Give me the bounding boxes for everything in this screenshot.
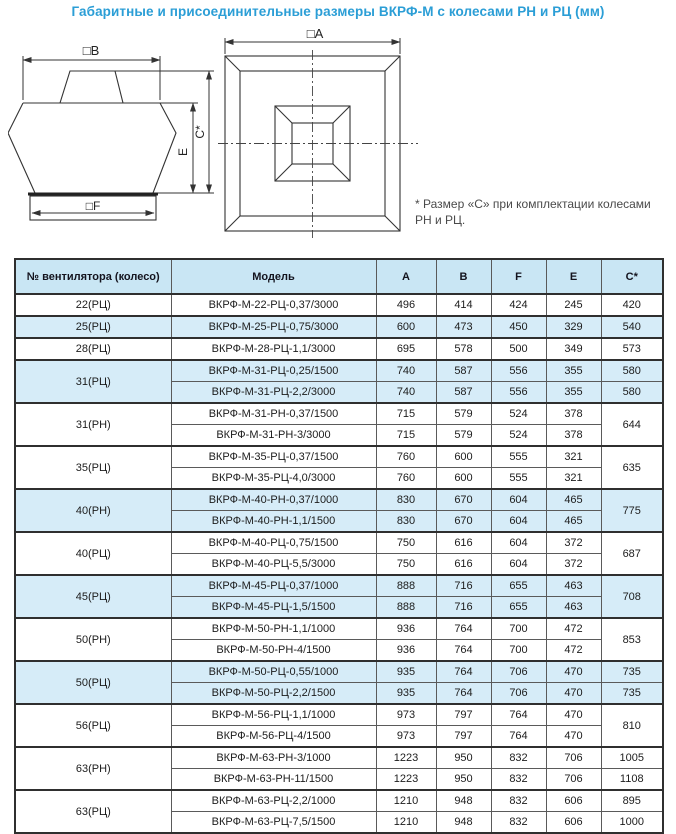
footnote (415, 196, 665, 228)
dim-e-cell: 378 (546, 403, 601, 425)
dim-e-cell: 355 (546, 360, 601, 382)
model-cell: ВКРФ-М-50-РН-4/1500 (171, 640, 376, 662)
footnote-line-2: РН и РЦ. (415, 213, 466, 228)
table-row (15, 360, 663, 382)
dim-a-cell: 888 (376, 575, 436, 597)
dim-label-c: C* (193, 125, 207, 139)
model-cell: ВКРФ-М-63-РЦ-7,5/1500 (171, 812, 376, 834)
model-cell: ВКРФ-М-28-РЦ-1,1/3000 (171, 338, 376, 360)
dim-c-cell-merged: 775 (601, 489, 663, 532)
dim-c-cell: 735 (601, 683, 663, 705)
dim-b-cell: 948 (436, 790, 491, 812)
dim-a-cell: 973 (376, 704, 436, 726)
dim-c-cell: 420 (601, 294, 663, 316)
dim-c-cell: 1005 (601, 747, 663, 769)
dim-b-cell: 670 (436, 489, 491, 511)
dim-f-cell: 556 (491, 360, 546, 382)
dim-c-cell-merged: 708 (601, 575, 663, 618)
column-header-2: A (376, 259, 436, 294)
dim-b-cell: 579 (436, 403, 491, 425)
dim-a-cell: 740 (376, 360, 436, 382)
dim-a-cell: 1210 (376, 812, 436, 834)
model-cell: ВКРФ-М-31-РН-0,37/1500 (171, 403, 376, 425)
dim-a-cell: 600 (376, 316, 436, 338)
dim-b-cell: 616 (436, 532, 491, 554)
model-cell: ВКРФ-М-56-РЦ-1,1/1000 (171, 704, 376, 726)
dim-b-cell: 764 (436, 618, 491, 640)
dim-label-a: □A (306, 26, 324, 41)
wheel-cell: 40(РЦ) (15, 532, 171, 575)
dim-f-cell: 832 (491, 747, 546, 769)
dim-e-cell: 472 (546, 618, 601, 640)
dim-f-cell: 500 (491, 338, 546, 360)
dim-f-cell: 700 (491, 618, 546, 640)
dim-c-cell-merged: 853 (601, 618, 663, 661)
dim-f-cell: 764 (491, 726, 546, 748)
model-cell: ВКРФ-М-25-РЦ-0,75/3000 (171, 316, 376, 338)
dimensions-table-wrap (14, 258, 664, 834)
table-row (15, 790, 663, 812)
table-row (15, 704, 663, 726)
dim-c-cell-merged: 810 (601, 704, 663, 747)
dim-a-cell: 973 (376, 726, 436, 748)
dim-b-cell: 414 (436, 294, 491, 316)
dim-f-cell: 832 (491, 812, 546, 834)
model-cell: ВКРФ-М-56-РЦ-4/1500 (171, 726, 376, 748)
model-cell: ВКРФ-М-45-РЦ-0,37/1000 (171, 575, 376, 597)
model-cell: ВКРФ-М-50-РЦ-2,2/1500 (171, 683, 376, 705)
dim-a-cell: 695 (376, 338, 436, 360)
dim-e-cell: 472 (546, 640, 601, 662)
dim-c-cell: 735 (601, 661, 663, 683)
dim-e-cell: 321 (546, 446, 601, 468)
dim-b-cell: 600 (436, 468, 491, 490)
dimensions-table (14, 258, 664, 834)
dim-f-cell: 700 (491, 640, 546, 662)
dim-a-cell: 750 (376, 554, 436, 576)
dim-e-cell: 355 (546, 382, 601, 404)
wheel-cell: 63(РН) (15, 747, 171, 790)
wheel-cell: 35(РЦ) (15, 446, 171, 489)
dim-label-f: □F (85, 199, 101, 213)
dim-e-cell: 606 (546, 812, 601, 834)
model-cell: ВКРФ-М-45-РЦ-1,5/1500 (171, 597, 376, 619)
dim-b-cell: 600 (436, 446, 491, 468)
wheel-cell: 28(РЦ) (15, 338, 171, 360)
dim-c-cell: 580 (601, 382, 663, 404)
dim-b-cell: 797 (436, 704, 491, 726)
dim-b-cell: 950 (436, 769, 491, 791)
dim-b-cell: 950 (436, 747, 491, 769)
model-cell: ВКРФ-М-40-РЦ-5,5/3000 (171, 554, 376, 576)
dim-f-cell: 832 (491, 790, 546, 812)
dim-e-cell: 470 (546, 683, 601, 705)
dim-f-cell: 556 (491, 382, 546, 404)
table-row (15, 661, 663, 683)
dim-b-cell: 716 (436, 575, 491, 597)
model-cell: ВКРФ-М-31-РН-3/3000 (171, 425, 376, 447)
dim-f-cell: 524 (491, 425, 546, 447)
dim-a-cell: 935 (376, 683, 436, 705)
dim-c-cell-merged: 687 (601, 532, 663, 575)
model-cell: ВКРФ-М-35-РЦ-0,37/1500 (171, 446, 376, 468)
dim-e-cell: 321 (546, 468, 601, 490)
drawing-area (0, 26, 676, 254)
dim-f-cell: 424 (491, 294, 546, 316)
dim-a-cell: 715 (376, 403, 436, 425)
dim-label-b: □B (82, 43, 100, 58)
body-right-outline (153, 103, 176, 193)
dim-b-cell: 587 (436, 382, 491, 404)
dim-b-cell: 616 (436, 554, 491, 576)
dim-f-cell: 555 (491, 468, 546, 490)
dimensions-table-body (15, 294, 663, 833)
dim-e-cell: 706 (546, 769, 601, 791)
dim-f-cell: 655 (491, 575, 546, 597)
table-row (15, 338, 663, 360)
table-row (15, 489, 663, 511)
dim-c-cell-merged: 644 (601, 403, 663, 446)
dim-e-cell: 329 (546, 316, 601, 338)
column-header-4: F (491, 259, 546, 294)
model-cell: ВКРФ-М-40-РЦ-0,75/1500 (171, 532, 376, 554)
dim-c-cell: 580 (601, 360, 663, 382)
wheel-cell: 31(РН) (15, 403, 171, 446)
dim-f-cell: 604 (491, 554, 546, 576)
dim-f-cell: 604 (491, 489, 546, 511)
dim-a-cell: 936 (376, 618, 436, 640)
column-header-3: B (436, 259, 491, 294)
model-cell: ВКРФ-М-40-РН-1,1/1500 (171, 511, 376, 533)
table-row (15, 403, 663, 425)
dim-b-cell: 948 (436, 812, 491, 834)
dim-b-cell: 587 (436, 360, 491, 382)
dim-e-cell: 465 (546, 489, 601, 511)
dim-b-cell: 764 (436, 640, 491, 662)
table-row (15, 294, 663, 316)
dim-c-cell-merged: 635 (601, 446, 663, 489)
dim-a-cell: 1223 (376, 747, 436, 769)
column-header-6: C* (601, 259, 663, 294)
wheel-cell: 22(РЦ) (15, 294, 171, 316)
motor-cap-outline (60, 71, 123, 103)
dim-f-cell: 832 (491, 769, 546, 791)
dim-f-cell: 450 (491, 316, 546, 338)
model-cell: ВКРФ-М-22-РЦ-0,37/3000 (171, 294, 376, 316)
model-cell: ВКРФ-М-63-РЦ-2,2/1000 (171, 790, 376, 812)
column-header-0: № вентилятора (колесо) (15, 259, 171, 294)
model-cell: ВКРФ-М-63-РН-3/1000 (171, 747, 376, 769)
dim-a-cell: 760 (376, 446, 436, 468)
dim-a-cell: 830 (376, 489, 436, 511)
model-cell: ВКРФ-М-35-РЦ-4,0/3000 (171, 468, 376, 490)
footnote-line-1: * Размер «С» при комплектации колесами (415, 197, 651, 211)
dim-a-cell: 936 (376, 640, 436, 662)
wheel-cell: 31(РЦ) (15, 360, 171, 403)
table-row (15, 747, 663, 769)
dim-a-cell: 1223 (376, 769, 436, 791)
dim-e-cell: 465 (546, 511, 601, 533)
dim-b-cell: 670 (436, 511, 491, 533)
dim-b-cell: 473 (436, 316, 491, 338)
dim-c-cell: 540 (601, 316, 663, 338)
dim-a-cell: 830 (376, 511, 436, 533)
dim-c-cell: 573 (601, 338, 663, 360)
dim-f-cell: 604 (491, 532, 546, 554)
model-cell: ВКРФ-М-31-РЦ-2,2/3000 (171, 382, 376, 404)
dim-e-cell: 470 (546, 704, 601, 726)
dim-a-cell: 750 (376, 532, 436, 554)
dim-f-cell: 764 (491, 704, 546, 726)
model-cell: ВКРФ-М-50-РН-1,1/1000 (171, 618, 376, 640)
dim-e-cell: 706 (546, 747, 601, 769)
body-left-outline (8, 103, 35, 193)
dim-e-cell: 606 (546, 790, 601, 812)
model-cell: ВКРФ-М-50-РЦ-0,55/1000 (171, 661, 376, 683)
dim-b-cell: 578 (436, 338, 491, 360)
dim-f-cell: 706 (491, 683, 546, 705)
dim-c-cell: 1000 (601, 812, 663, 834)
table-row (15, 446, 663, 468)
table-row (15, 575, 663, 597)
wheel-cell: 40(РН) (15, 489, 171, 532)
page-title: Габаритные и присоединительные размеры ВКРФ-М с колесами РН и РЦ (мм) (71, 4, 605, 19)
dim-e-cell: 372 (546, 554, 601, 576)
dim-b-cell: 797 (436, 726, 491, 748)
dim-a-cell: 715 (376, 425, 436, 447)
wheel-cell: 63(РЦ) (15, 790, 171, 833)
table-row (15, 532, 663, 554)
dim-e-cell: 463 (546, 575, 601, 597)
dim-b-cell: 716 (436, 597, 491, 619)
wheel-cell: 50(РЦ) (15, 661, 171, 704)
column-header-1: Модель (171, 259, 376, 294)
dim-f-cell: 604 (491, 511, 546, 533)
column-header-5: E (546, 259, 601, 294)
dim-f-cell: 555 (491, 446, 546, 468)
dim-a-cell: 740 (376, 382, 436, 404)
table-row (15, 618, 663, 640)
table-row (15, 316, 663, 338)
dim-label-e: E (176, 147, 190, 157)
wheel-cell: 56(РЦ) (15, 704, 171, 747)
dim-f-cell: 706 (491, 661, 546, 683)
dim-a-cell: 888 (376, 597, 436, 619)
dim-f-cell: 655 (491, 597, 546, 619)
model-cell: ВКРФ-М-63-РН-11/1500 (171, 769, 376, 791)
dim-e-cell: 372 (546, 532, 601, 554)
dim-b-cell: 579 (436, 425, 491, 447)
dim-e-cell: 349 (546, 338, 601, 360)
dim-c-cell: 895 (601, 790, 663, 812)
fan-side-view-drawing (8, 40, 216, 232)
model-cell: ВКРФ-М-31-РЦ-0,25/1500 (171, 360, 376, 382)
dim-e-cell: 245 (546, 294, 601, 316)
dim-b-cell: 764 (436, 661, 491, 683)
dim-e-cell: 378 (546, 425, 601, 447)
dim-a-cell: 1210 (376, 790, 436, 812)
dim-e-cell: 470 (546, 661, 601, 683)
dim-f-cell: 524 (491, 403, 546, 425)
dim-b-cell: 764 (436, 683, 491, 705)
dim-a-cell: 935 (376, 661, 436, 683)
dim-c-cell: 1108 (601, 769, 663, 791)
dim-a-cell: 760 (376, 468, 436, 490)
wheel-cell: 45(РЦ) (15, 575, 171, 618)
fan-top-view-drawing (218, 26, 418, 240)
dimensions-table-header-row (15, 259, 663, 294)
wheel-cell: 50(РН) (15, 618, 171, 661)
dim-a-cell: 496 (376, 294, 436, 316)
dim-e-cell: 463 (546, 597, 601, 619)
wheel-cell: 25(РЦ) (15, 316, 171, 338)
model-cell: ВКРФ-М-40-РН-0,37/1000 (171, 489, 376, 511)
dim-e-cell: 470 (546, 726, 601, 748)
